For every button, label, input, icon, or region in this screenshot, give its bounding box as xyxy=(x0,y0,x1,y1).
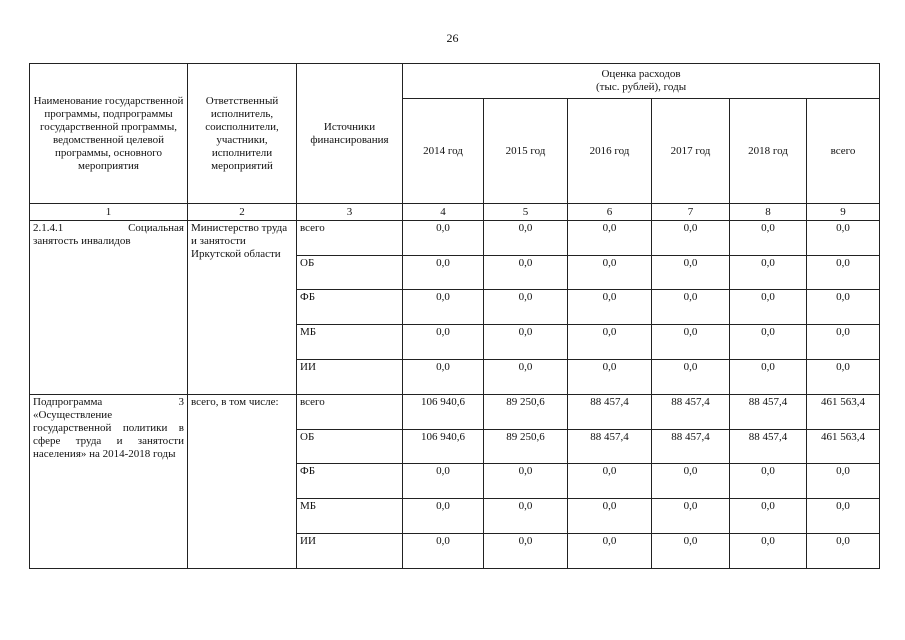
column-number: 5 xyxy=(484,204,568,220)
header-expenses-title: Оценка расходов xyxy=(601,67,681,80)
value-cell: 0,0 xyxy=(652,464,730,499)
executor-cell: Министерство труда и занятости Иркутской области xyxy=(188,220,297,394)
header-row-1 xyxy=(30,64,880,99)
value-cell: 0,0 xyxy=(484,325,568,360)
value-cell: 0,0 xyxy=(652,290,730,325)
total-cell: 0,0 xyxy=(807,325,880,360)
value-cell: 0,0 xyxy=(484,359,568,394)
column-number: 9 xyxy=(807,204,880,220)
header-name: Наименование государственной программы, подпрограммы государственной программы, ведомственной целевой программы, основного мероприятия xyxy=(30,64,188,204)
column-number: 1 xyxy=(30,204,188,220)
source-cell: ФБ xyxy=(297,290,403,325)
header-year: 2018 год xyxy=(730,98,807,204)
program-name-line: Подпрограмма 3 xyxy=(33,395,184,408)
source-cell: ФБ xyxy=(297,464,403,499)
value-cell: 0,0 xyxy=(403,325,484,360)
value-cell: 88 457,4 xyxy=(568,394,652,429)
value-cell: 88 457,4 xyxy=(568,429,652,464)
value-cell: 88 457,4 xyxy=(652,394,730,429)
value-cell: 88 457,4 xyxy=(652,429,730,464)
value-cell: 0,0 xyxy=(730,534,807,569)
header-year: 2014 год xyxy=(403,98,484,204)
budget-table xyxy=(29,63,880,569)
table-row xyxy=(30,394,880,429)
value-cell: 0,0 xyxy=(568,220,652,255)
value-cell: 0,0 xyxy=(730,255,807,290)
value-cell: 106 940,6 xyxy=(403,429,484,464)
source-cell: всего xyxy=(297,220,403,255)
column-number: 6 xyxy=(568,204,652,220)
value-cell: 88 457,4 xyxy=(730,394,807,429)
value-cell: 0,0 xyxy=(484,255,568,290)
source-cell: ИИ xyxy=(297,359,403,394)
header-expenses-group xyxy=(403,64,880,99)
program-name-rest: занятость инвалидов xyxy=(33,234,131,247)
program-name-cell xyxy=(30,394,188,568)
program-name-rest: «Осуществление государственной политики в сфере труда и занятости населения» на 2014-2018 годы xyxy=(33,408,184,460)
value-cell: 0,0 xyxy=(652,220,730,255)
value-cell: 0,0 xyxy=(403,359,484,394)
value-cell: 0,0 xyxy=(484,220,568,255)
header-year: 2017 год xyxy=(652,98,730,204)
header-total: всего xyxy=(807,98,880,204)
column-number: 3 xyxy=(297,204,403,220)
column-number: 8 xyxy=(730,204,807,220)
value-cell: 0,0 xyxy=(730,325,807,360)
value-cell: 0,0 xyxy=(730,220,807,255)
total-cell: 0,0 xyxy=(807,464,880,499)
value-cell: 0,0 xyxy=(403,499,484,534)
value-cell: 0,0 xyxy=(652,325,730,360)
value-cell: 0,0 xyxy=(568,290,652,325)
column-number: 7 xyxy=(652,204,730,220)
page-number: 26 xyxy=(446,31,459,45)
source-cell: ИИ xyxy=(297,534,403,569)
source-cell: ОБ xyxy=(297,255,403,290)
source-cell: ОБ xyxy=(297,429,403,464)
value-cell: 0,0 xyxy=(568,255,652,290)
header-year: 2016 год xyxy=(568,98,652,204)
value-cell: 89 250,6 xyxy=(484,429,568,464)
program-name-cell xyxy=(30,220,188,394)
header-expenses-subtitle: (тыс. рублей), годы xyxy=(595,80,687,93)
value-cell: 0,0 xyxy=(568,499,652,534)
value-cell: 0,0 xyxy=(730,499,807,534)
value-cell: 0,0 xyxy=(484,499,568,534)
value-cell: 0,0 xyxy=(652,499,730,534)
total-cell: 461 563,4 xyxy=(807,429,880,464)
value-cell: 0,0 xyxy=(652,255,730,290)
value-cell: 0,0 xyxy=(730,359,807,394)
total-cell: 0,0 xyxy=(807,499,880,534)
source-cell: МБ xyxy=(297,499,403,534)
total-cell: 0,0 xyxy=(807,290,880,325)
value-cell: 0,0 xyxy=(568,359,652,394)
value-cell: 0,0 xyxy=(403,220,484,255)
table-row xyxy=(30,220,880,255)
header-executor: Ответственный исполнитель, соисполнители, участники, исполнители мероприятий xyxy=(188,64,297,204)
value-cell: 0,0 xyxy=(403,255,484,290)
value-cell: 0,0 xyxy=(730,290,807,325)
value-cell: 0,0 xyxy=(568,534,652,569)
value-cell: 0,0 xyxy=(484,534,568,569)
value-cell: 88 457,4 xyxy=(730,429,807,464)
value-cell: 0,0 xyxy=(484,464,568,499)
header-year: 2015 год xyxy=(484,98,568,204)
value-cell: 106 940,6 xyxy=(403,394,484,429)
total-cell: 0,0 xyxy=(807,255,880,290)
total-cell: 0,0 xyxy=(807,359,880,394)
value-cell: 0,0 xyxy=(403,534,484,569)
program-name-line: 2.1.4.1 Социальная xyxy=(33,221,184,234)
source-cell: всего xyxy=(297,394,403,429)
value-cell: 89 250,6 xyxy=(484,394,568,429)
value-cell: 0,0 xyxy=(568,325,652,360)
column-number: 2 xyxy=(188,204,297,220)
source-cell: МБ xyxy=(297,325,403,360)
total-cell: 0,0 xyxy=(807,534,880,569)
value-cell: 0,0 xyxy=(568,464,652,499)
header-source: Источники финансирования xyxy=(297,64,403,204)
total-cell: 0,0 xyxy=(807,220,880,255)
total-cell: 461 563,4 xyxy=(807,394,880,429)
executor-cell: всего, в том числе: xyxy=(188,394,297,568)
column-number: 4 xyxy=(403,204,484,220)
value-cell: 0,0 xyxy=(652,534,730,569)
column-number-row xyxy=(30,204,880,220)
value-cell: 0,0 xyxy=(403,464,484,499)
value-cell: 0,0 xyxy=(730,464,807,499)
value-cell: 0,0 xyxy=(484,290,568,325)
value-cell: 0,0 xyxy=(403,290,484,325)
value-cell: 0,0 xyxy=(652,359,730,394)
